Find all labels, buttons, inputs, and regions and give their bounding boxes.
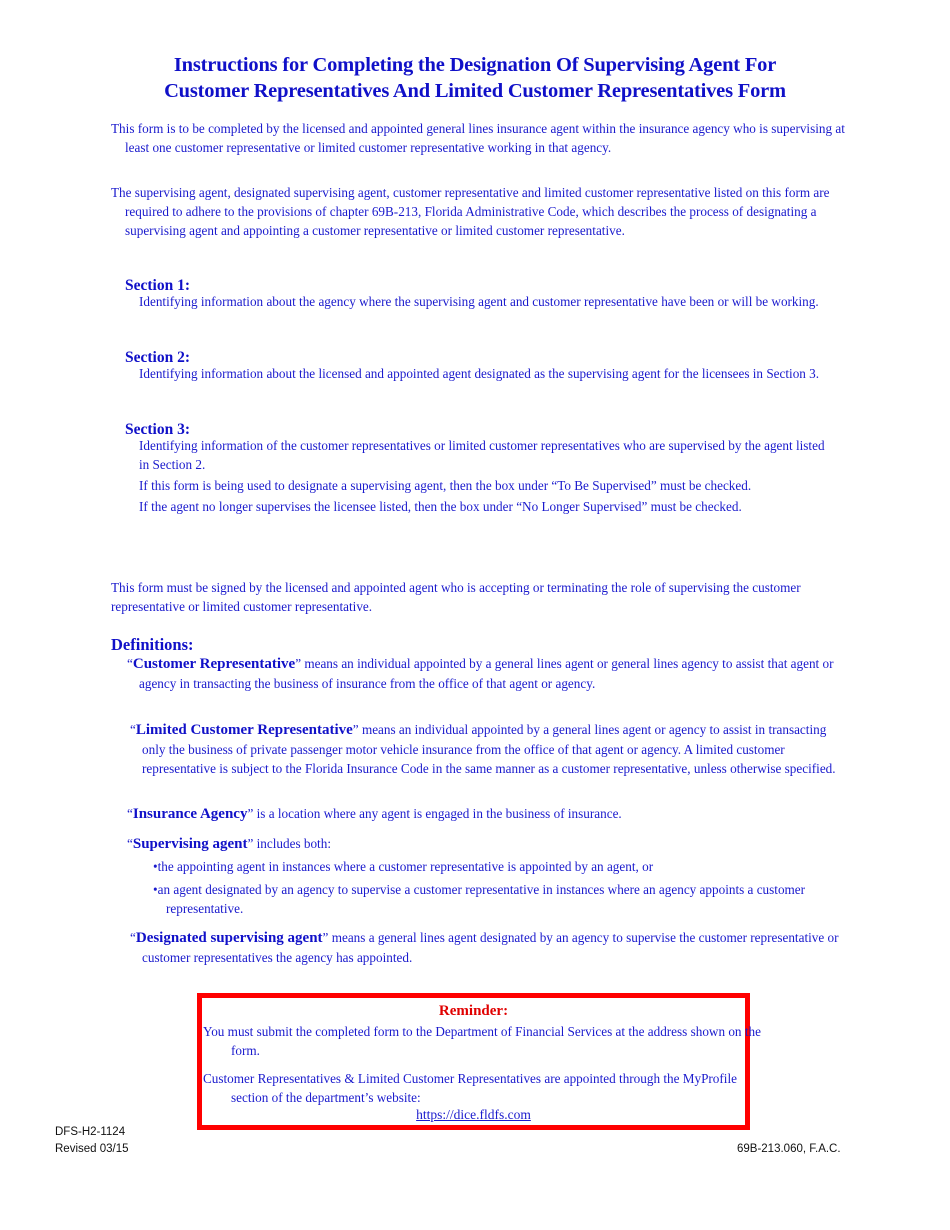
definitions-heading: Definitions: [111, 635, 194, 654]
section-3-heading: Section 3: [125, 421, 191, 438]
definition-term: Insurance Agency [132, 806, 248, 822]
definition-insurance-agency: “Insurance Agency” is a location where any agent is engaged in the business of insurance. [127, 806, 622, 822]
definition-term: Supervising agent [132, 836, 248, 852]
supervising-agent-bullet-2: •an agent designated by an agency to supervise a customer representative in instances where an agency appoints a customer representative. [153, 882, 806, 916]
bullet-icon: • [153, 859, 158, 874]
reminder-title: Reminder: [438, 1003, 509, 1019]
section-3-paragraph-1: Identifying information of the customer representatives or limited customer representatives who are supervised by the agent listed in Section 2. [139, 438, 825, 472]
title-line-1: Instructions for Completing the Designation Of Supervising Agent For [173, 54, 777, 76]
page-title [60, 52, 890, 104]
intro-paragraph-1: This form is to be completed by the licensed and appointed general lines insurance agent within the insurance agency who is supervising at least one customer representative or limited customer representative working in that agency. [111, 121, 845, 155]
form-identifier [55, 1124, 129, 1158]
title-line-2: Customer Representatives And Limited Customer Representatives Form [164, 80, 786, 102]
section-3-paragraph-3: If the agent no longer supervises the licensee listed, then the box under “No Longer Supervised” must be checked. [139, 499, 742, 514]
reminder-submit-text: You must submit the completed form to the Department of Financial Services at the address shown on the form. [203, 1024, 761, 1058]
section-1-body [139, 292, 829, 313]
definition-term: Limited Customer Representative [135, 722, 353, 738]
definition-supervising-agent: “Supervising agent” includes both: [127, 836, 331, 852]
definition-term: Customer Representative [132, 656, 296, 672]
definition-customer-representative: “Customer Representative” means an individual appointed by a general lines agent or general lines agency to assist that agent or agency in transacting the business of insurance from the office of that agent or agency. [127, 656, 834, 691]
section-2-body [139, 364, 829, 385]
intro-paragraph-2: The supervising agent, designated supervising agent, customer representative and limited customer representative listed on this form are required to adhere to the provisions of chapter 69B-213, Florida Administrative Code, which describes the process of designating a supervising agent and appointing a customer representative or limited customer representative. [111, 185, 830, 238]
section-2-paragraph: Identifying information about the licensed and appointed agent designated as the supervising agent for the licensees in Section 3. [139, 366, 820, 381]
revised-date: Revised 03/15 [55, 1143, 129, 1155]
dice-website-link[interactable]: https://dice.fldfs.com [416, 1107, 531, 1122]
section-3-body [139, 436, 829, 518]
definition-term: Designated supervising agent [135, 930, 323, 946]
definition-designated-supervising-agent: “Designated supervising agent” means a general lines agent designated by an agency to supervise the customer representative or customer representatives the agency has appointed. [130, 930, 839, 965]
rule-reference: 69B-213.060, F.A.C. [737, 1143, 841, 1155]
definition-limited-customer-representative: “Limited Customer Representative” means an individual appointed by a general lines agent or agency to assist in transacting only the business of private passenger motor vehicle insurance from the office of that agent or agency. A limited customer representative is subject to the Florida Insurance Code in the same manner as a customer representative, unless otherwise specified. [130, 722, 836, 776]
reminder-myprofile-text: Customer Representatives & Limited Customer Representatives are appointed through the MyProfile section of the department’s website: [203, 1071, 737, 1105]
reminder-box [197, 993, 761, 1130]
signature-note: This form must be signed by the licensed and appointed agent who is accepting or terminating the role of supervising the customer representative or limited customer representative. [111, 580, 801, 614]
section-1-paragraph: Identifying information about the agency where the supervising agent and customer representative have been or will be working. [139, 294, 819, 309]
form-id: DFS-H2-1124 [55, 1126, 126, 1138]
section-2-heading: Section 2: [125, 349, 191, 366]
supervising-agent-bullet-1: •the appointing agent in instances where a customer representative is appointed by an agent, or [153, 859, 654, 874]
bullet-icon: • [153, 882, 158, 897]
section-3-paragraph-2: If this form is being used to designate a supervising agent, then the box under “To Be Supervised” must be checked. [139, 478, 752, 493]
section-1-heading: Section 1: [125, 277, 191, 294]
